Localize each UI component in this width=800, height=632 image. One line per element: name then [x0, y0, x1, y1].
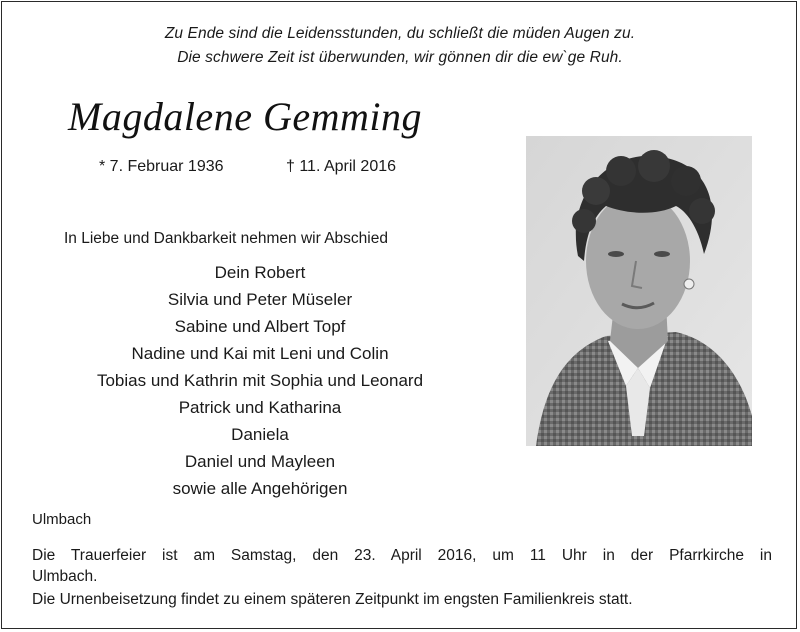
death-date: † 11. April 2016 [286, 158, 397, 175]
portrait-photo [526, 136, 752, 446]
mourner-item: Daniela [231, 425, 289, 444]
mourner-item: Dein Robert [214, 263, 306, 282]
funeral-notice-line-1-end: Ulmbach. [32, 568, 98, 585]
mourner-item: Daniel und Mayleen [184, 452, 336, 471]
deceased-name: Magdalene Gemming [68, 94, 422, 139]
burial-notice: Die Urnenbeisetzung findet zu einem späteren Zeitpunkt im engsten Familienkreis statt. [32, 591, 633, 608]
mourner-item: sowie alle Angehörigen [172, 479, 348, 498]
mourner-item: Tobias und Kathrin mit Sophia und Leonard [96, 371, 424, 390]
mourner-item: Nadine und Kai mit Leni und Colin [131, 344, 389, 363]
verse-line-2: Die schwere Zeit ist überwunden, wir gönnen dir die ew`ge Ruh. [177, 49, 623, 66]
farewell-intro: In Liebe und Dankbarkeit nehmen wir Abschied [64, 230, 388, 247]
place-name: Ulmbach [32, 511, 92, 528]
verse-line-1: Zu Ende sind die Leidensstunden, du schließt die müden Augen zu. [164, 25, 636, 42]
mourner-item: Sabine und Albert Topf [174, 317, 346, 336]
mourner-item: Patrick und Katharina [178, 398, 342, 417]
mourner-item: Silvia und Peter Müseler [167, 290, 353, 309]
mourners-list [60, 259, 460, 502]
birth-date: * 7. Februar 1936 [99, 158, 224, 175]
portrait-photo-icon [526, 136, 752, 446]
funeral-notice-line-1: Die Trauerfeier ist am Samstag, den 23. April 2016, um 11 Uhr in der Pfarrkirche in [32, 547, 772, 564]
